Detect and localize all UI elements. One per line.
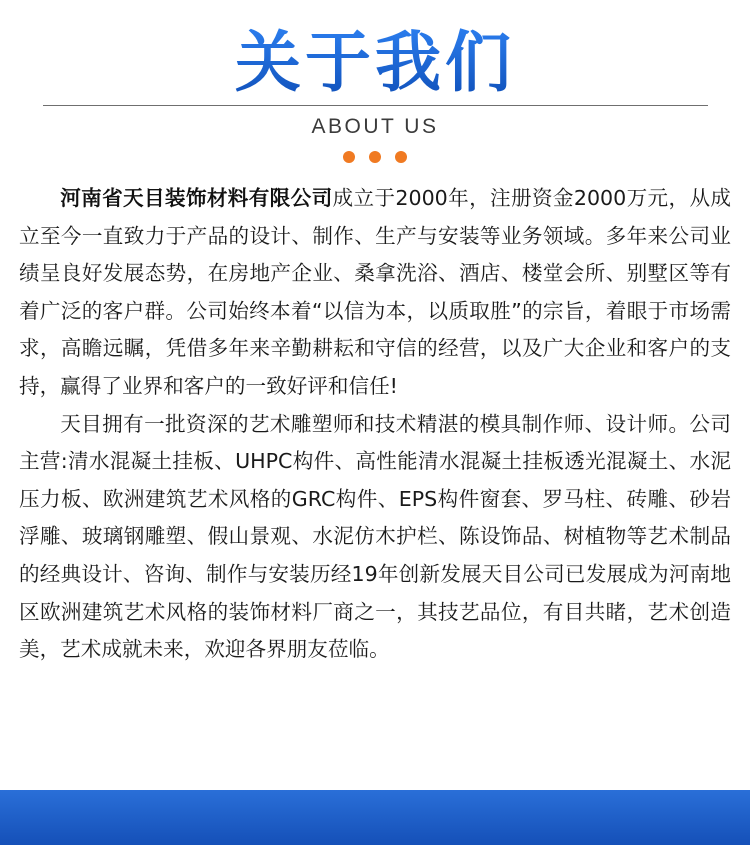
page-title: 关于我们	[0, 24, 750, 102]
paragraph-intro	[19, 180, 731, 406]
dot-icon	[395, 151, 407, 163]
paragraph-business: 天目拥有一批资深的艺术雕塑师和技术精湛的模具制作师、设计师。公司主营:清水混凝土挂板、UHPC构件、高性能清水混凝土挂板透光混凝土、水泥压力板、欧洲建筑艺术风格的GRC构件、EPS构件窗套、罗马柱、砖雕、砂岩浮雕、玻璃钢雕塑、假山景观、水泥仿木护栏、陈设饰品、树植物等艺术制品的经典设计、咨询、制作与安装历经19年创新发展天目公司已发展成为河南地区欧洲建筑艺术风格的装饰材料厂商之一，其技艺品位，有目共睹，艺术创造美，艺术成就未来，欢迎各界朋友莅临。	[19, 411, 731, 662]
dot-icon	[343, 151, 355, 163]
decorative-dots	[0, 151, 750, 163]
about-text	[19, 180, 731, 669]
dot-icon	[369, 151, 381, 163]
title-divider	[43, 105, 708, 106]
page-subtitle: ABOUT US	[311, 115, 439, 138]
footer-band	[0, 790, 750, 845]
company-name: 河南省天目装饰材料有限公司	[60, 186, 333, 210]
paragraph-intro-text: 成立于2000年，注册资金2000万元，从成立至今一直致力于产品的设计、制作、生产与安装等业务领域。多年来公司业绩呈良好发展态势，在房地产企业、桑拿洗浴、酒店、楼堂会所、别墅区等有着广泛的客户群。公司始终本着“以信为本，以质取胜”的宗旨，着眼于市场需求，高瞻远瞩，凭借多年来辛勤耕耘和守信的经营，以及广大企业和客户的支持，赢得了业界和客户的一致好评和信任!	[19, 186, 731, 398]
